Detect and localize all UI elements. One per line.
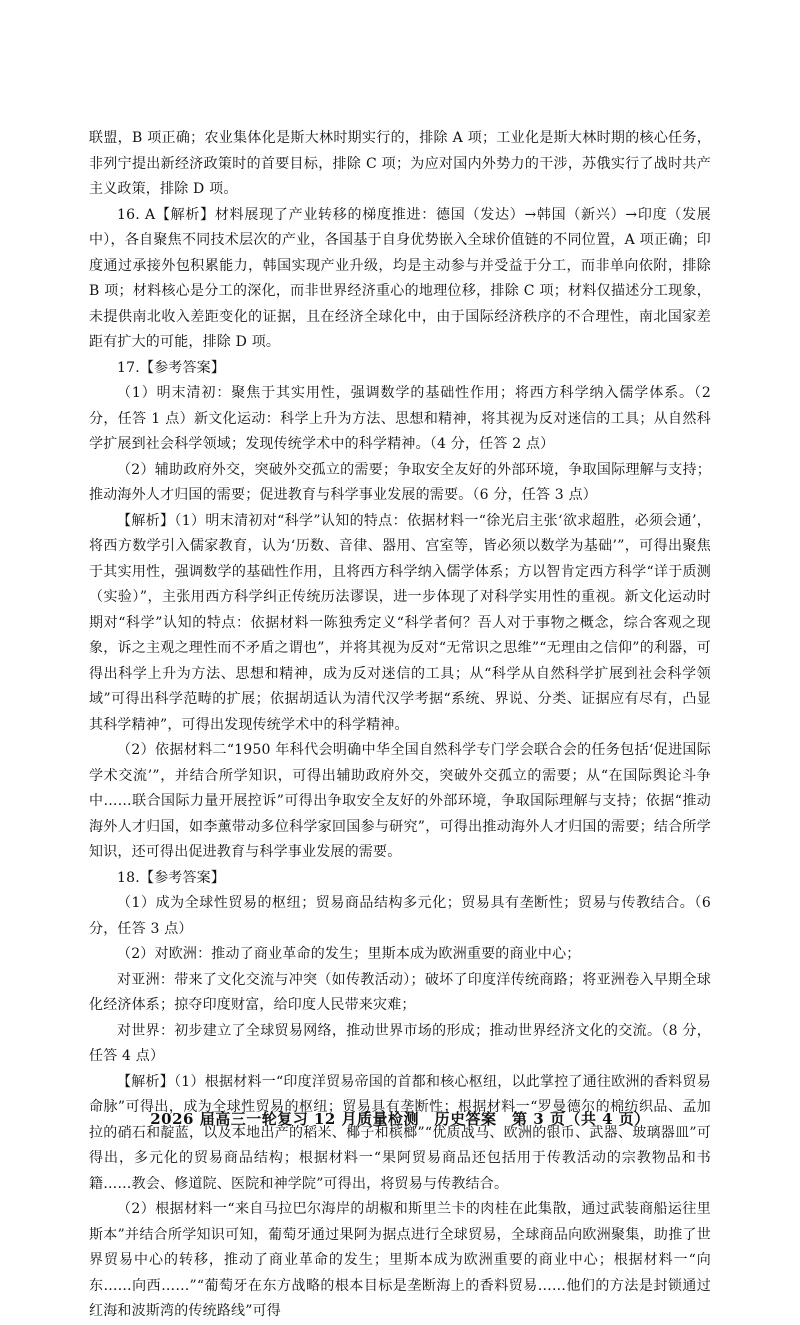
paragraph: 17.【参考答案】: [117, 359, 226, 376]
paragraph: （2）依据材料二“1950 年科代会明确中华全国自然科学专门学会联合会的任务包括‘促进国际学术交流’”，并结合所学知识，可得出辅助政府外交，突破外交孤立的需要；从“在国际舆论斗争中……联合国际力量开展控诉”可得出争取安全友好的外部环境，争取国际理解与支持；依据“推动海外人才归国，如李薰带动多位科学家回国参与研究”，可得出推动海外人才归国的需要；结合所学知识，还可得出促进教育与科学事业发展的需要。: [89, 742, 711, 860]
paragraph: 对亚洲：带来了文化交流与冲突（如传教活动）；破坏了印度洋传统商路；将亚洲卷入早期全球化经济体系；掠夺印度财富，给印度人民带来灾难；: [89, 971, 711, 1013]
paragraph: 【解析】（1）明末清初对“科学”认知的特点：依据材料一“徐光启主张‘欲求超胜，必须会通’，将西方数学引入儒家教育，认为‘历数、音律、器用、宫室等，皆必须以数学为基础’”，可得出聚焦于其实用性，强调数学的基础性作用，且将西方科学纳入儒学体系；方以智肯定西方科学“详于质测（实验）”，主张用西方科学纠正传统历法谬误，进一步体现了对科学实用性的重视。新文化运动时期对“科学”认知的特点：依据材料一陈独秀定义“科学者何？吾人对于事物之概念，综合客观之现象，诉之主观之理性而不矛盾之谓也”，并将其视为反对“无常识之思维”“无理由之信仰”的利器，可得出科学上升为方法、思想和精神，成为反对迷信的工具；从“科学从自然科学扩展到社会科学领域”可得出科学范畴的扩展；依据胡适认为清代汉学考据“系统、界说、分类、证据应有尽有，凸显其科学精神”，可得出发现传统学术中的科学精神。: [89, 512, 711, 733]
paragraph: 联盟，B 项正确；农业集体化是斯大林时期实行的，排除 A 项；工业化是斯大林时期的核心任务，非列宁提出新经济政策时的首要目标，排除 C 项；为应对国内外势力的干涉，苏俄实行了战时共产主义政策，排除 D 项。: [89, 130, 711, 197]
answer-content: [89, 126, 711, 1325]
paragraph: （2）辅助政府外交，突破外交孤立的需要；争取安全友好的外部环境，争取国际理解与支持；推动海外人才归国的需要；促进教育与科学事业发展的需要。（6 分，任答 3 点）: [89, 461, 711, 503]
paragraph: （1）成为全球性贸易的枢纽；贸易商品结构多元化；贸易具有垄断性；贸易与传教结合。（6 分，任答 3 点）: [89, 895, 711, 937]
page-footer: 2026 届高三一轮复习 12 月质量检测 历史答案 第 3 页（共 4 页）: [150, 1110, 650, 1128]
paragraph: （2）根据材料一“来自马拉巴尔海岸的胡椒和斯里兰卡的肉桂在此集散，通过武装商船运往里斯本”并结合所学知识可知，葡萄牙通过果阿为据点进行全球贸易，全球商品向欧洲聚集，助推了世界贸易中心的转移，推动了商业革命的发生；里斯本成为欧洲重要的商业中心；根据材料一“向东……向西……”“葡萄牙在东方战略的根本目标是垄断海上的香料贸易……他们的方法是封锁通过红海和波斯湾的传统路线”可得: [89, 1201, 711, 1319]
paragraph: 【解析】（1）根据材料一“印度洋贸易帝国的首都和核心枢纽，以此掌控了通往欧洲的香料贸易命脉”可得出，成为全球性贸易的枢纽；贸易具有垄断性；根据材料一“罗曼德尔的棉纺织品、孟加拉的硝石和靛蓝，以及本地出产的稻米、椰子和槟榔”“优质战马、欧洲的银币、武器、玻璃器皿”可得出，多元化的贸易商品结构；根据材料一“果阿贸易商品还包括用于传教活动的宗教物品和书籍……教会、修道院、医院和神学院”可得出，将贸易与传教结合。: [89, 1073, 711, 1192]
paragraph: （2）对欧洲：推动了商业革命的发生；里斯本成为欧洲重要的商业中心；: [117, 946, 581, 962]
paragraph: 16. A【解析】材料展现了产业转移的梯度推进：德国（发达）→韩国（新兴）→印度（发展中），各自聚焦不同技术层次的产业，各国基于自身优势嵌入全球价值链的不同位置，A 项正确；印度通过承接外包积累能力，韩国实现产业升级，均是主动参与并受益于分工，而非单向依附，排除 B 项；材料核心是分工的深化，而非世界经济重心的地理位移，排除 C 项；材料仅描述分工现象，未提供南北收入差距变化的证据，且在经济全球化中，由于国际经济秩序的不合理性，南北国家差距有扩大的可能，排除 D 项。: [89, 206, 711, 350]
paragraph: （1）明末清初：聚焦于其实用性，强调数学的基础性作用；将西方科学纳入儒学体系。（2 分，任答 1 点）新文化运动：科学上升为方法、思想和精神，将其视为反对迷信的工具；从自然科学扩展到社会科学领域；发现传统学术中的科学精神。（4 分，任答 2 点）: [89, 385, 711, 452]
paragraph: 18.【参考答案】: [117, 869, 226, 886]
paragraph: 对世界：初步建立了全球贸易网络，推动世界市场的形成；推动世界经济文化的交流。（8 分，任答 4 点）: [89, 1022, 711, 1064]
